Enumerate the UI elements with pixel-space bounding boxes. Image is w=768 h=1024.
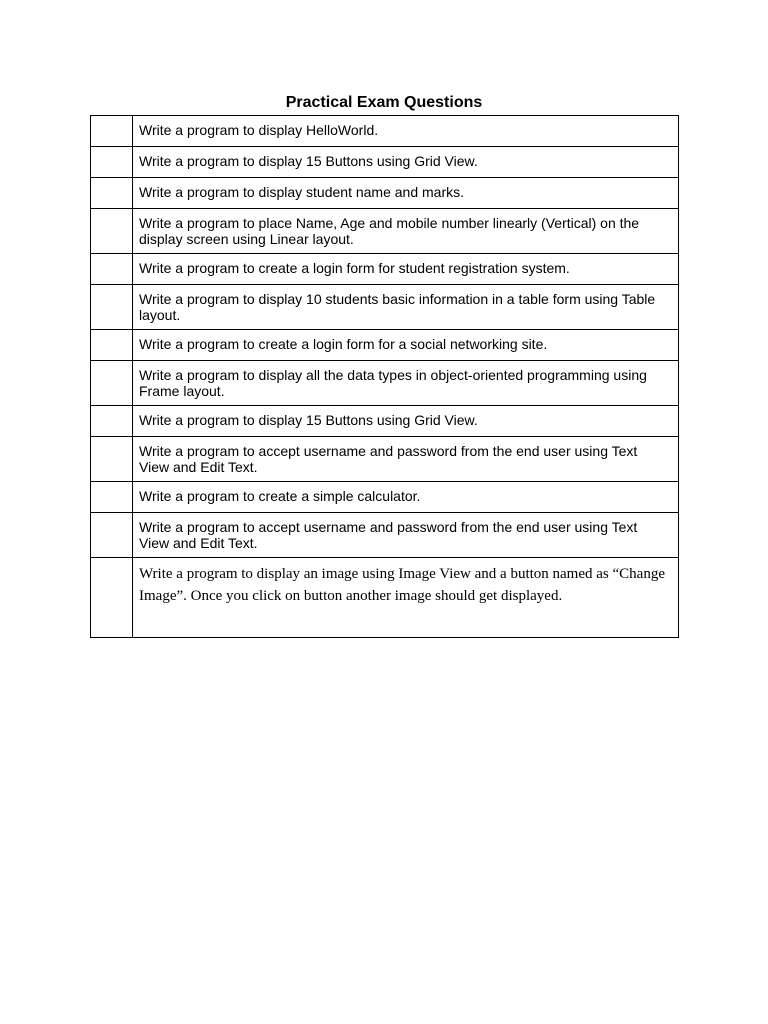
serial-cell [91, 116, 133, 147]
question-cell: Write a program to display 10 students basic information in a table form using Table layout. [133, 285, 679, 330]
table-row [91, 437, 679, 482]
page-title: Practical Exam Questions [285, 94, 483, 111]
serial-cell [91, 558, 133, 638]
serial-cell [91, 437, 133, 482]
question-cell: Write a program to place Name, Age and mobile number linearly (Vertical) on the display screen using Linear layout. [133, 209, 679, 254]
serial-cell [91, 178, 133, 209]
question-cell: Write a program to create a login form for student registration system. [133, 254, 679, 285]
table-row [91, 116, 679, 147]
question-cell: Write a program to display HelloWorld. [133, 116, 679, 147]
table-row [91, 147, 679, 178]
question-cell: Write a program to display 15 Buttons using Grid View. [133, 147, 679, 178]
question-cell: Write a program to display 15 Buttons using Grid View. [133, 406, 679, 437]
table-row [91, 330, 679, 361]
serial-cell [91, 285, 133, 330]
table-row [91, 209, 679, 254]
table-row [91, 513, 679, 558]
serial-cell [91, 209, 133, 254]
question-cell: Write a program to create a simple calculator. [133, 482, 679, 513]
serial-cell [91, 254, 133, 285]
question-cell: Write a program to display an image using Image View and a button named as “Change Image”. Once you click on button another image should get displayed. [133, 558, 679, 638]
serial-cell [91, 513, 133, 558]
table-row [91, 178, 679, 209]
question-cell: Write a program to accept username and password from the end user using Text View and Edit Text. [133, 437, 679, 482]
table-row [91, 361, 679, 406]
table-row [91, 254, 679, 285]
question-cell: Write a program to create a login form for a social networking site. [133, 330, 679, 361]
question-cell: Write a program to display student name and marks. [133, 178, 679, 209]
table-row [91, 285, 679, 330]
serial-cell [91, 482, 133, 513]
serial-cell [91, 361, 133, 406]
table-row [91, 482, 679, 513]
serial-cell [91, 406, 133, 437]
table-row [91, 558, 679, 638]
questions-table [90, 115, 679, 638]
question-cell: Write a program to accept username and password from the end user using Text View and Edit Text. [133, 513, 679, 558]
table-row [91, 406, 679, 437]
serial-cell [91, 330, 133, 361]
question-cell: Write a program to display all the data types in object-oriented programming using Frame layout. [133, 361, 679, 406]
serial-cell [91, 147, 133, 178]
